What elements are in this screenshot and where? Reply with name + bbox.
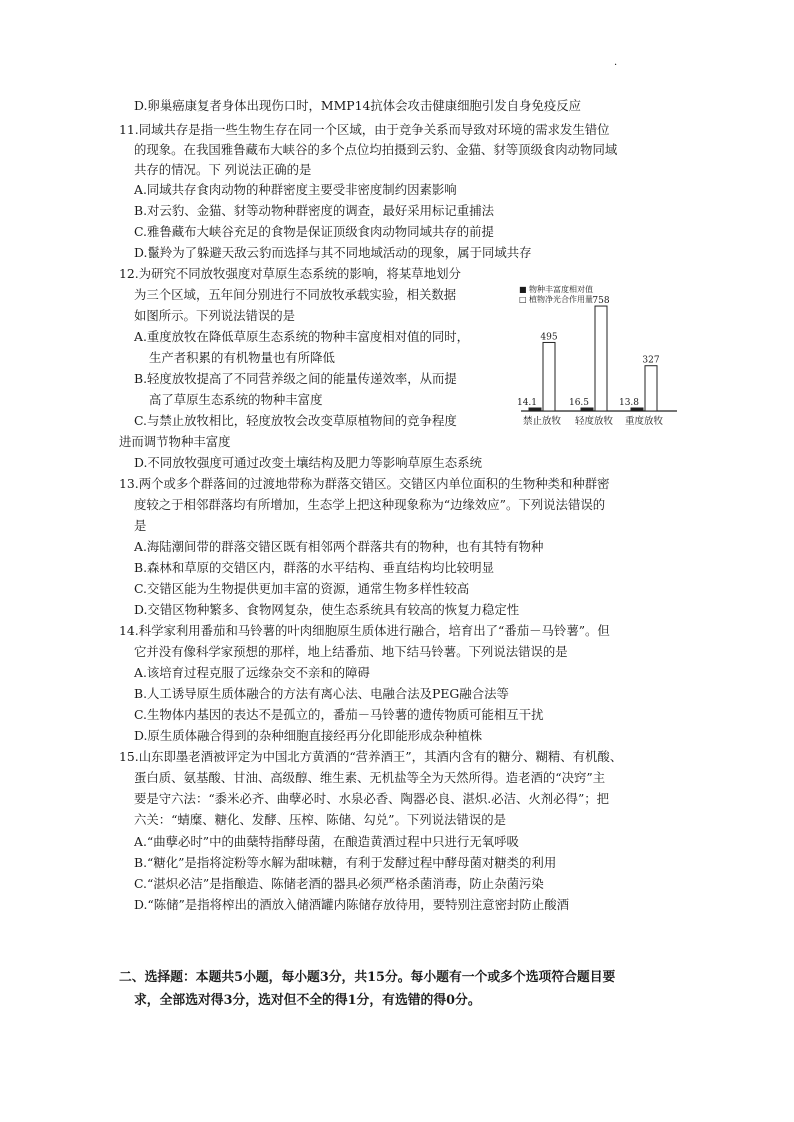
q15-stem-line-3: 要是守六法：“黍米必齐、曲孽必时、水泉必香、陶器必良、湛炽.必洁、火剂必得”；把 (134, 791, 610, 806)
legend-label-photosynthesis: 植物净光合作用量 (529, 295, 593, 304)
q13-option-a: A.海陆潮间带的群落交错区既有相邻两个群落共有的物种，也有其特有物种 (134, 539, 544, 554)
data-label-species-1: 16.5 (568, 398, 590, 408)
q14-option-a: A.该培育过程克服了远缘杂交不亲和的障碍 (134, 665, 370, 680)
x-tick-label-1: 轻度放牧 (574, 416, 614, 427)
q12-stem-line-3: 如图所示。下列说法错误的是 (134, 308, 296, 323)
q13-stem-line-2: 度较之于相邻群落均有所增加，生态学上把这种现象称为“边缘效应”。下列说法错误的 (134, 497, 606, 512)
q13-option-b: B.森林和草原的交错区内，群落的水平结构、垂直结构均比较明显 (134, 560, 494, 575)
q11-option-c: C.雅鲁藏布大峡谷充足的食物是保证顶级食肉动物同域共存的前提 (134, 224, 494, 239)
q14-option-d: D.原生质体融合得到的杂种细胞直接经再分化即能形成杂种植株 (134, 728, 482, 743)
legend-label-species: 物种丰富度相对值 (529, 285, 593, 294)
q13-stem-line-1: 13.两个或多个群落间的过渡地带称为群落交错区。交错区内单位面积的生物种类和种群密 (119, 476, 610, 491)
q12-stem-line-1: 12.为研究不同放牧强度对草原生态系统的影响，将某草地划分 (119, 266, 461, 281)
q12-option-b-line-1: B.轻度放牧提高了不同营养级之间的能量传递效率，从而提 (134, 371, 457, 386)
data-label-photosynthesis-0: 495 (540, 332, 558, 343)
q13-stem-line-3: 是 (134, 518, 147, 533)
q10-option-d: D.卵巢癌康复者身体出现伤口时，MMP14抗体会攻击健康细胞引发自身免疫反应 (134, 98, 582, 113)
data-label-photosynthesis-1: 758 (592, 296, 610, 307)
q14-option-c: C.生物体内基因的表达不是孤立的，番茄－马铃薯的遗传物质可能相互干扰 (134, 707, 544, 722)
q12-option-c-line-1: C.与禁止放牧相比，轻度放牧会改变草原植物间的竞争程度 (134, 413, 457, 428)
q11-stem-line-2: 的现象。在我国雅鲁藏布大峡谷的多个点位均拍摄到云豹、金猫、豺等顶级食肉动物同域 (134, 142, 618, 157)
q14-option-b: B.人工诱导原生质体融合的方法有离心法、电融合法及PEG融合法等 (134, 686, 509, 701)
q15-option-d: D.“陈储”是指将榨出的酒放入储酒罐内陈储存放待用，要特别注意密封防止酸酒 (134, 897, 569, 912)
q12-option-a-line-2: 生产者积累的有机物量也有所降低 (149, 350, 335, 365)
q15-stem-line-2: 蛋白质、氨基酸、甘油、高级醇、维生素、无机盐等全为天然所得。造老酒的“决窍”主 (134, 770, 606, 785)
q12-stem-line-2: 为三个区域，五年间分别进行不同放牧承载实验，相关数据 (134, 287, 457, 302)
q12-option-d: D.不同放牧强度可通过改变土壤结构及肥力等影响草原生态系统 (134, 455, 482, 470)
q14-stem-line-2: 它并没有像科学家预想的那样，地上结番茄、地下结马铃薯。下列说法错误的是 (134, 644, 568, 659)
bar-species-0 (529, 408, 541, 411)
q12-option-b-line-2: 高了草原生态系统的物种丰富度 (149, 392, 323, 407)
q11-option-d: D.鬣羚为了躲避天敌云豹而选择与其不同地域活动的现象，属于同域共存 (134, 245, 532, 260)
section-2-line-2: 求，全部选对得3分，选对但不全的得1分，有选错的得0分。 (134, 993, 481, 1008)
q13-option-c: C.交错区能为生物提供更加丰富的资源，通常生物多样性较高 (134, 581, 470, 596)
data-label-species-2: 13.8 (618, 398, 640, 408)
bar-photosynthesis-2 (645, 366, 657, 411)
bar-species-1 (581, 408, 593, 411)
data-label-photosynthesis-2: 327 (642, 355, 660, 366)
q11-option-a: A.同域共存食肉动物的种群密度主要受非密度制约因素影响 (134, 182, 457, 197)
data-label-species-0: 14.1 (516, 398, 538, 408)
q11-stem-line-3: 共存的情况。下 列说法正确的是 (134, 162, 312, 177)
q15-option-b: B.“糖化”是指将淀粉等水解为甜味糖，有利于发酵过程中酵母菌对糖类的利用 (134, 855, 557, 870)
q12-option-c-line-2: 进而调节物种丰富度 (119, 434, 231, 449)
bar-photosynthesis-0 (543, 342, 555, 411)
legend-marker-hollow: □ (519, 295, 527, 304)
x-tick-label-2: 重度放牧 (624, 416, 664, 427)
page-dot: · (614, 60, 618, 71)
q15-option-c: C.“湛炽必洁”是指酿造、陈储老酒的器具必须严格杀菌消毒，防止杂菌污染 (134, 876, 544, 891)
x-tick-label-0: 禁止放牧 (522, 416, 562, 427)
q14-stem-line-1: 14.科学家利用番茄和马铃薯的叶肉细胞原生质体进行融合，培育出了“番茄－马铃薯”。但 (119, 623, 610, 638)
grazing-bar-chart (515, 278, 685, 430)
q15-stem-line-4: 六关：“蜻糜、糖化、发酵、压榨、陈储、勾兑”。下列说法错误的是 (134, 812, 506, 827)
q11-option-b: B.对云豹、金猫、豺等动物种群密度的调查，最好采用标记重捕法 (134, 203, 494, 218)
q13-option-d: D.交错区物种繁多、食物网复杂，使生态系统具有较高的恢复力稳定性 (134, 602, 520, 617)
section-2-line-1: 二、选择题：本题共5小题，每小题3分，共15分。每小题有一个或多个选项符合题目要 (119, 970, 616, 985)
q12-option-a-line-1: A.重度放牧在降低草原生态系统的物种丰富度相对值的同时， (134, 329, 470, 344)
q15-option-a: A.“曲孽必时”中的曲蘖特指酵母菌，在酿造黄酒过程中只进行无氧呼吸 (134, 834, 519, 849)
legend-marker-filled: ■ (519, 285, 527, 294)
bar-species-2 (631, 408, 643, 411)
q11-stem-line-1: 11.同域共存是指一些生物生存在同一个区域，由于竞争关系而导致对环境的需求发生错位 (119, 122, 610, 137)
bar-photosynthesis-1 (595, 306, 607, 411)
q15-stem-line-1: 15.山东即墨老酒被评定为中国北方黄酒的“营养酒王”，其酒内含有的糖分、糊精、有机酸、 (119, 749, 623, 764)
